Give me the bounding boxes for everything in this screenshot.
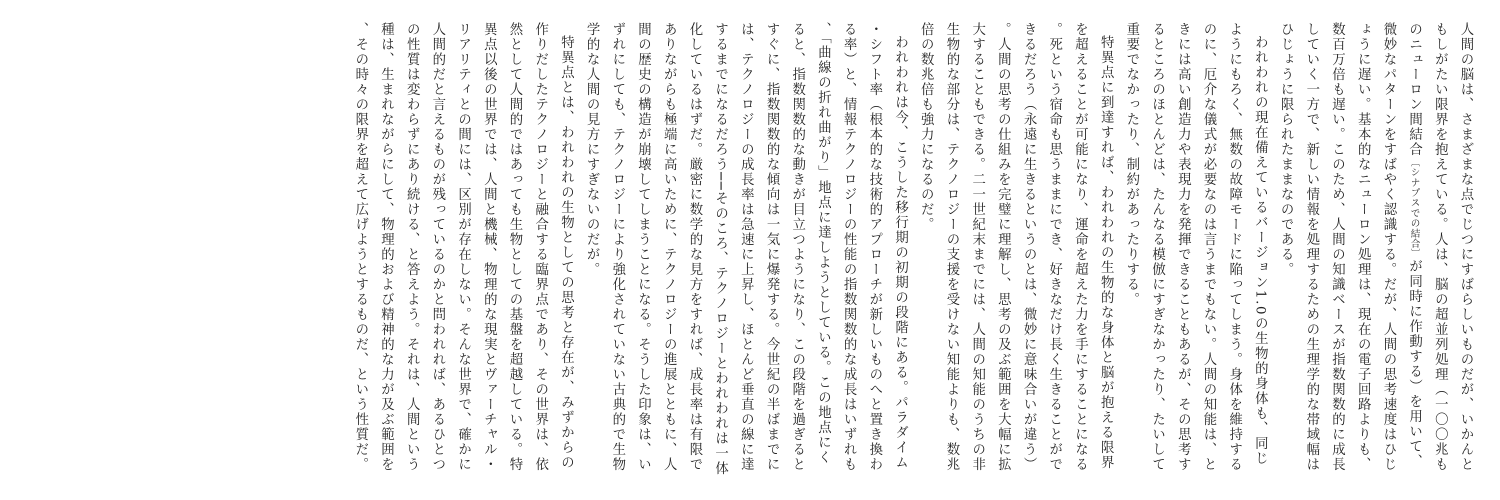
paragraph-4: われわれは今、こうした移行期の初期の段階にある。パラダイム・シフト率（根本的な技術的アプローチが新しいものへと置き換わる率）と、情報テクノロジーの性能の指数関数的な成長はいずれも、「曲線の折れ曲がり」地点に達しようとしている。この地点にくると、指数関数的な動きが目立つようになり、この段階を過ぎるとすぐに、指数関数的な傾向は一気に爆発する。今世紀の半ばまでには、テクノロジーの成長率は急速に上昇し、ほとんど垂直の線に達するまでになるだろう──そのころ、テクノロジーとわれわれは一体化しているはずだ。厳密に数学的な見方をすれば、成長率は有限でありながらも極端に高いために、テクノロジーの進展とともに、人間の歴史の構造が崩壊してしまうことになる。そうした印象は、いずれにしても、テクノロジーにより強化されていない古典的で生物学的な人間の見方にすぎないのだが。 bbox=[584, 22, 908, 477]
paragraph-5: 特異点とは、われわれの生物としての思考と存在が、みずからの作りだしたテクノロジーと融合する臨界点であり、その世界は、依然として人間的ではあっても生物としての基盤を超越している。特異点以後の世界では、人間と機械、物理的な現実とヴァーチャル・リアリティとの間には、区別が存在しない。そんな世界で、確かに人間的だと言えるものが残っているのかと問われれば、あるひとつの性質は変わらずにあり続ける、と答えよう。それは、人間という種は、生まれながらにして、物理的および精神的な力が及ぶ範囲を、その時々の限界を超えて広げようとするものだ、という性質だ。 bbox=[352, 22, 574, 472]
paragraph-1 bbox=[1272, 22, 1478, 478]
paragraph-2: われわれの現在備えているバージョン1.0の生物的身体も、同じようにもろく、無数の故障モードに陥ってしまう。身体を維持するのに、厄介な儀式が必要なのは言うまでもない。人間の知能は、ときには高い創造力や表現力を発揮できることもあるが、その思考するところのほとんどは、たんなる模倣にすぎなかったり、たいして重要でなかったり、制約があったりする。 bbox=[1123, 22, 1268, 472]
synapse-annotation: 〔シナプスでの結合〕 bbox=[1408, 157, 1420, 259]
paragraph-1-text-b: が同時に作動する）を用いて、微妙なパターンをすばやく認識する。だが、人間の思考速度はひじょうに遅い。基本的なニューロン処理は、現在の電子回路よりも、数百万倍も遅い。このため、人間の知識ベースが指数関数的に成長していく一方で、新しい情報を処理するための生理学的な帯域幅はひじょうに限られたままなのである。 bbox=[1278, 22, 1422, 472]
vertical-text-body bbox=[347, 22, 1478, 478]
paragraph-3: 特異点に到達すれば、われわれの生物的な身体と脳が抱える限界を超えることが可能になり、運命を超えた力を手にすることになる。死という宿命も思うままにでき、好きなだけ長く生きることができるだろう（永遠に生きるというのとは、微妙に意味合いが違う）。人間の思考の仕組みを完璧に理解し、思考の及ぶ範囲を大幅に拡大することもできる。二一世紀末までには、人間の知能のうちの非生物的な部分は、テクノロジーの支援を受けない知能よりも、数兆倍の数兆倍も強力になるのだ。 bbox=[918, 22, 1114, 472]
paragraph-1-text-a: 人間の脳は、さまざまな点でじつにすばらしいものだが、いかんともしがたい限界を抱えている。人は、脳の超並列処理（一〇〇兆ものニューロン間結合 bbox=[1406, 22, 1473, 472]
